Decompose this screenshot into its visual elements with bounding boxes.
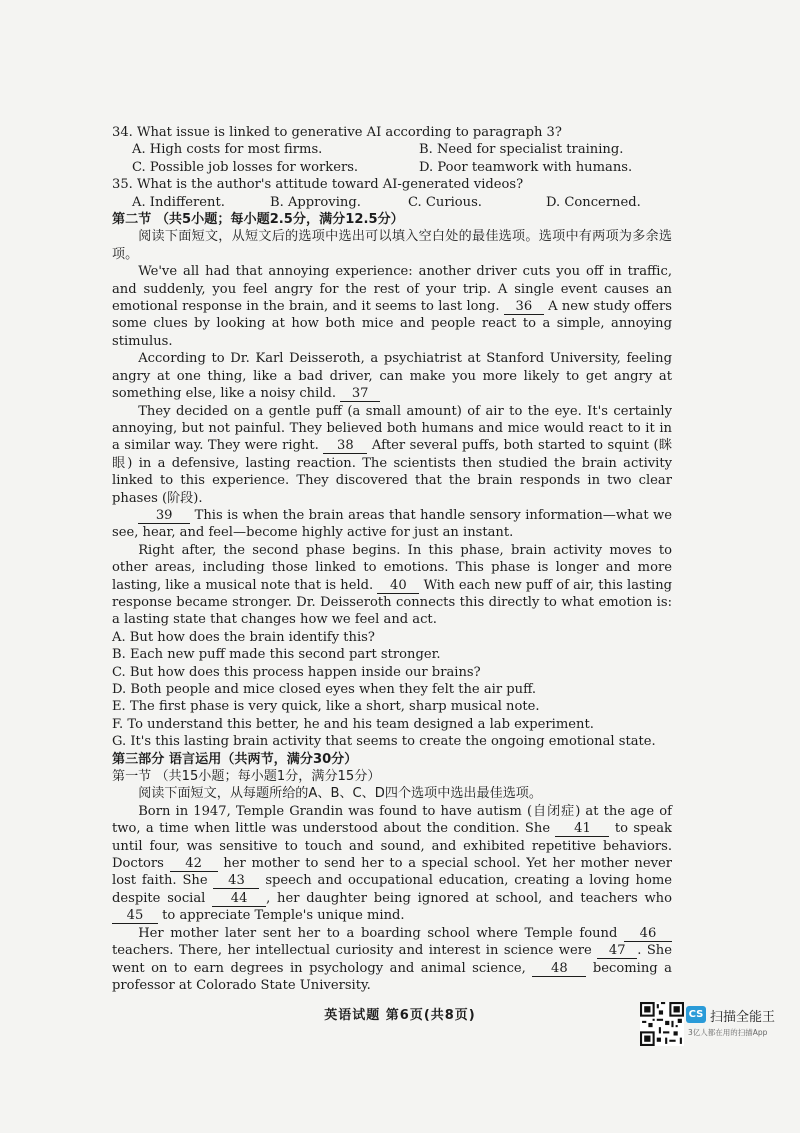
passage-text: becoming a professor at Colorado State University. <box>112 960 672 993</box>
option-f[interactable]: F. To understand this better, he and his team designed a lab experiment. <box>112 716 594 732</box>
blank-36[interactable]: 36 <box>504 300 544 315</box>
passage-paragraph-3 <box>112 403 672 507</box>
q34-options-row1 <box>112 141 672 158</box>
cloze-paragraph-1 <box>112 803 672 925</box>
blank-39[interactable]: 39 <box>138 509 190 524</box>
blank-48[interactable]: 48 <box>532 962 586 977</box>
option-d[interactable]: D. Both people and mice closed eyes when they felt the air puff. <box>112 682 537 697</box>
blank-44[interactable]: 44 <box>212 892 266 907</box>
camscanner-logo: CS <box>686 1006 706 1023</box>
q35-option-c[interactable]: C. Curious. <box>408 194 482 210</box>
part3-heading: 第三部分 语言运用（共两节，满分30分） <box>112 751 358 767</box>
camscanner-name: 扫描全能王 <box>710 1010 776 1025</box>
blank-38[interactable]: 38 <box>323 439 367 454</box>
q34-option-c[interactable]: C. Possible job losses for workers. <box>132 159 359 175</box>
passage-text: , her daughter being ignored at school, and teachers who <box>266 890 672 906</box>
passage-text: They decided on a gentle puff (a small amount) of air to the eye. It's certainly annoying, but not painful. They believed both humans and mice would react to it in a similar way. They were right. <box>112 403 672 454</box>
q35-option-a[interactable]: A. Indifferent. <box>132 194 225 210</box>
passage-text: her mother to send her to a special school. Yet her mother never lost faith. She <box>112 856 672 889</box>
q35-question: 35. What is the author's attitude toward AI-generated videos? <box>112 177 524 193</box>
q34-question: 34. What issue is linked to generative AI according to paragraph 3? <box>112 125 562 140</box>
passage-text: We've all had that annoying experience: another driver cuts you off in traffic, and suddenly, you feel angry for the rest of your trip. A single event causes an emotional response in the brain, and it seems to last long. <box>112 264 672 315</box>
q34-option-a[interactable]: A. High costs for most firms. <box>132 142 323 158</box>
section2-heading: 第二节 （共5小题；每小题2.5分，满分12.5分） <box>112 212 404 228</box>
passage-text: to appreciate Temple's unique mind. <box>162 908 405 924</box>
passage-paragraph-1 <box>112 263 672 350</box>
option-g[interactable]: G. It's this lasting brain activity that seems to create the ongoing emotional state. <box>112 734 656 750</box>
cloze-paragraph-2 <box>112 925 672 995</box>
q35-options <box>112 194 672 211</box>
qr-code-icon <box>640 1002 684 1046</box>
section2-instruction: 阅读下面短文，从短文后的选项中选出可以填入空白处的最佳选项。选项中有两项为多余选项。 <box>112 229 672 262</box>
passage-paragraph-2 <box>112 350 672 402</box>
passage-text: After several puffs, both started to squint (眯眼) in a defensive, lasting reaction. The scientists then studied the brain activity linked to this experience. They discovered that the brain responds in two clear phases (阶段). <box>112 438 672 506</box>
blank-40[interactable]: 40 <box>377 579 419 594</box>
part3-section1-heading: 第一节 （共15小题；每小题1分，满分15分） <box>112 769 381 785</box>
blank-45[interactable]: 45 <box>112 909 158 924</box>
blank-46[interactable]: 46 <box>624 927 672 942</box>
blank-37[interactable]: 37 <box>340 387 380 402</box>
option-e[interactable]: E. The first phase is very quick, like a short, sharp musical note. <box>112 699 540 715</box>
q34-option-b[interactable]: B. Need for specialist training. <box>419 142 624 158</box>
passage-text: A new study offers some clues by looking at how both mice and people react to a simple, annoying stimulus. <box>112 299 672 349</box>
passage-paragraph-5 <box>112 542 672 629</box>
passage-text: to speak until four, was sensitive to touch and sound, and exhibited repetitive behaviors. Doctors <box>112 821 672 872</box>
passage-text: speech and occupational education, creating a loving home despite social <box>112 873 672 906</box>
blank-41[interactable]: 41 <box>555 822 609 837</box>
blank-47[interactable]: 47 <box>597 944 637 959</box>
q35-option-b[interactable]: B. Approving. <box>270 194 361 210</box>
passage-paragraph-4 <box>112 507 672 542</box>
passage-text: With each new puff of air, this lasting response became stronger. Dr. Deisseroth connects this directly to what emotion is: a lasting state that changes how we feel and act. <box>112 577 673 628</box>
passage-text: . She went on to earn degrees in psychology and animal science, <box>112 943 672 976</box>
passage-text: This is when the brain areas that handle sensory information—what we see, hear, and feel—become highly active for just an instant. <box>112 507 672 541</box>
option-a[interactable]: A. But how does the brain identify this? <box>112 629 375 645</box>
passage-text: teachers. There, her intellectual curiosity and interest in science were <box>112 943 592 959</box>
q34-options-row2 <box>112 159 672 176</box>
option-c[interactable]: C. But how does this process happen inside our brains? <box>112 664 481 680</box>
q34-option-d[interactable]: D. Poor teamwork with humans. <box>419 159 633 175</box>
blank-43[interactable]: 43 <box>213 874 259 889</box>
passage-text: Right after, the second phase begins. In this phase, brain activity moves to other areas, including those linked to emotions. This phase is longer and more lasting, like a musical note that is held. <box>112 542 672 593</box>
passage-text: According to Dr. Karl Deisseroth, a psychiatrist at Stanford University, feeling angry at one thing, like a bad driver, can make you more likely to get angry at something else, like a noisy child. <box>112 351 672 402</box>
camscanner-tagline: 3亿人都在用的扫描App <box>688 1028 768 1037</box>
part3-instruction: 阅读下面短文，从每题所给的A、B、C、D四个选项中选出最佳选项。 <box>138 786 542 802</box>
exam-page <box>112 124 672 994</box>
page-footer: 英语试题 第6页(共8页) <box>324 1008 476 1023</box>
q35-option-d[interactable]: D. Concerned. <box>546 194 641 210</box>
passage-text: Born in 1947, Temple Grandin was found to have autism (自闭症) at the age of two, a time when little was understood about the condition. She <box>112 803 672 837</box>
option-b[interactable]: B. Each new puff made this second part stronger. <box>112 647 441 663</box>
blank-42[interactable]: 42 <box>170 857 218 872</box>
passage-text: Her mother later sent her to a boarding school where Temple found <box>138 925 618 941</box>
